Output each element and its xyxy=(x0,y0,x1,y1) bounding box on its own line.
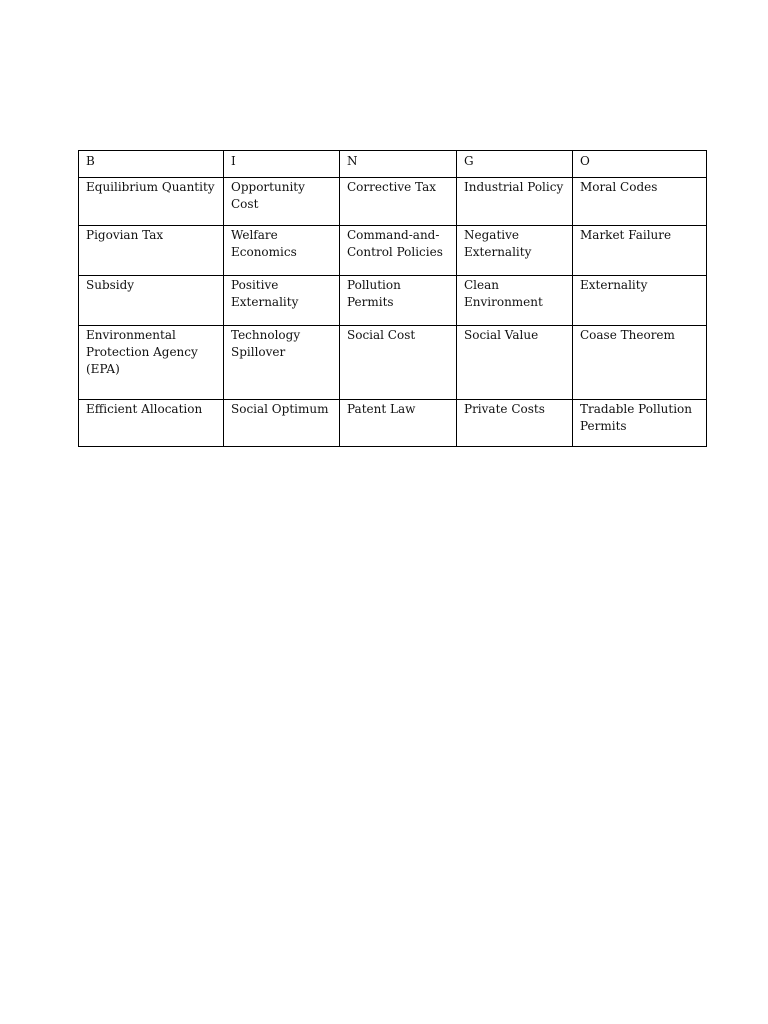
header-cell-i: I xyxy=(224,151,340,178)
table-cell: Clean Environment xyxy=(457,276,573,326)
table-cell: Positive Externality xyxy=(224,276,340,326)
table-cell: Pigovian Tax xyxy=(79,226,224,276)
table-cell: Externality xyxy=(573,276,707,326)
table-row xyxy=(79,400,707,447)
table-cell: Industrial Policy xyxy=(457,178,573,226)
table-cell: Command-and-Control Policies xyxy=(340,226,457,276)
table-cell: Environmental Protection Agency (EPA) xyxy=(79,326,224,400)
table-cell: Patent Law xyxy=(340,400,457,447)
table-cell: Corrective Tax xyxy=(340,178,457,226)
table-cell: Market Failure xyxy=(573,226,707,276)
table-cell: Welfare Economics xyxy=(224,226,340,276)
table-row xyxy=(79,326,707,400)
header-cell-o: O xyxy=(573,151,707,178)
table-cell: Pollution Permits xyxy=(340,276,457,326)
bingo-card-table xyxy=(78,150,707,447)
table-cell: Social Cost xyxy=(340,326,457,400)
header-cell-g: G xyxy=(457,151,573,178)
table-cell: Private Costs xyxy=(457,400,573,447)
table-row xyxy=(79,178,707,226)
table-row xyxy=(79,226,707,276)
table-cell: Negative Externality xyxy=(457,226,573,276)
table-row xyxy=(79,276,707,326)
table-cell: Tradable Pollution Permits xyxy=(573,400,707,447)
table-cell: Subsidy xyxy=(79,276,224,326)
table-cell: Technology Spillover xyxy=(224,326,340,400)
table-cell: Opportunity Cost xyxy=(224,178,340,226)
header-cell-b: B xyxy=(79,151,224,178)
table-cell: Social Optimum xyxy=(224,400,340,447)
table-cell: Coase Theorem xyxy=(573,326,707,400)
table-cell: Social Value xyxy=(457,326,573,400)
table-cell: Equilibrium Quantity xyxy=(79,178,224,226)
table-header-row xyxy=(79,151,707,178)
table-cell: Moral Codes xyxy=(573,178,707,226)
table-cell: Efficient Allocation xyxy=(79,400,224,447)
header-cell-n: N xyxy=(340,151,457,178)
